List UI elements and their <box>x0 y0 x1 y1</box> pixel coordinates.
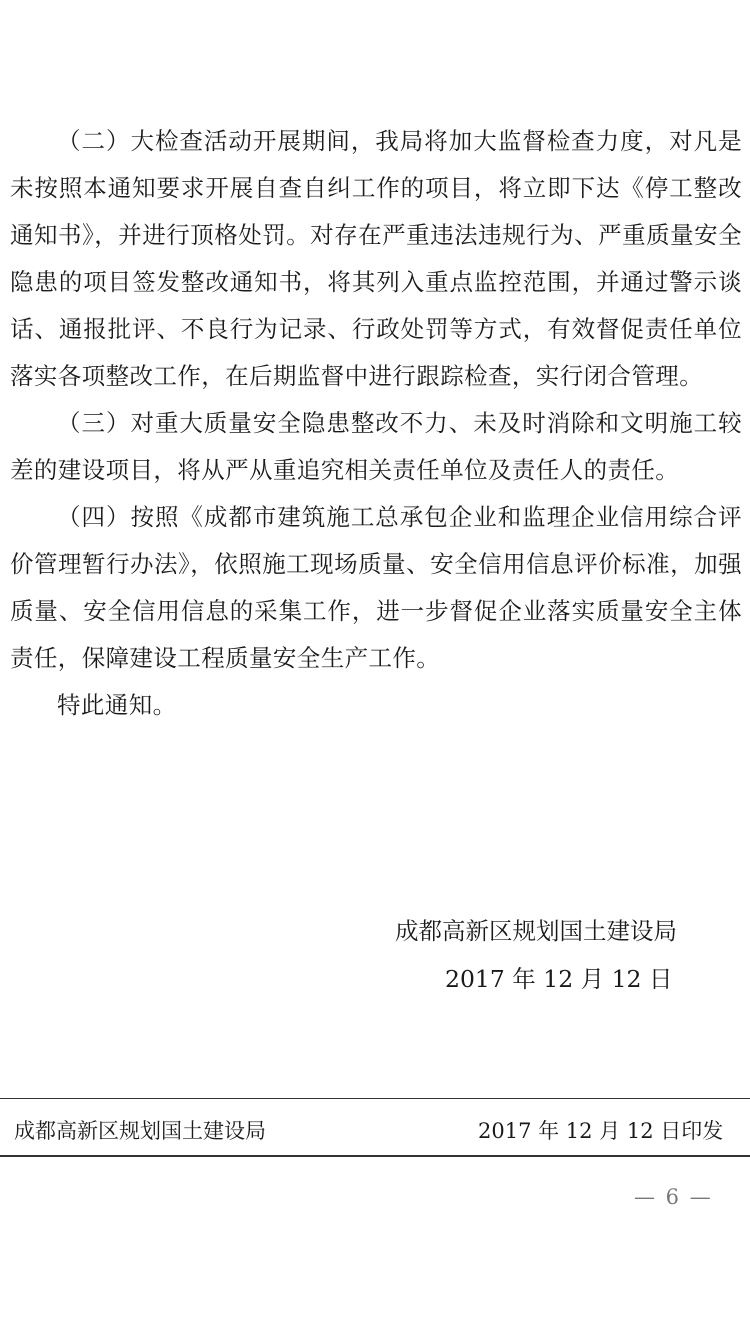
signature-date: 2017 年 12 月 12 日 <box>445 965 673 993</box>
page-number: — 6 — <box>634 1185 713 1209</box>
footer-divider-bottom <box>0 1155 750 1157</box>
issue-info-row <box>0 1111 750 1151</box>
paragraph-section-two: （二）大检查活动开展期间，我局将加大监督检查力度，对凡是未按照本通知要求开展自查自纠工作的项目，将立即下达《停工整改通知书》，并进行顶格处罚。对存在严重违法违规行为、严重质量安全隐患的项目签发整改通知书，将其列入重点监控范围，并通过警示谈话、通报批评、不良行为记录、行政处罚等方式，有效督促责任单位落实各项整改工作，在后期监督中进行跟踪检查，实行闭合管理。 <box>10 127 742 390</box>
issue-date: 2017 年 12 月 12 日印发 <box>478 1119 724 1143</box>
paragraph-closing: 特此通知。 <box>57 691 177 719</box>
footer-divider-top <box>0 1098 750 1099</box>
paragraph-section-three: （三）对重大质量安全隐患整改不力、未及时消除和文明施工较差的建设项目，将从严从重追究相关责任单位及责任人的责任。 <box>10 409 742 484</box>
paragraph-section-four: （四）按照《成都市建筑施工总承包企业和监理企业信用综合评价管理暂行办法》，依照施工现场质量、安全信用信息评价标准，加强质量、安全信用信息的采集工作，进一步督促企业落实质量安全主体责任，保障建设工程质量安全生产工作。 <box>10 503 742 672</box>
signature-org: 成都高新区规划国土建设局 <box>395 917 677 945</box>
document-body <box>10 118 742 729</box>
issuer-name: 成都高新区规划国土建设局 <box>14 1119 266 1143</box>
